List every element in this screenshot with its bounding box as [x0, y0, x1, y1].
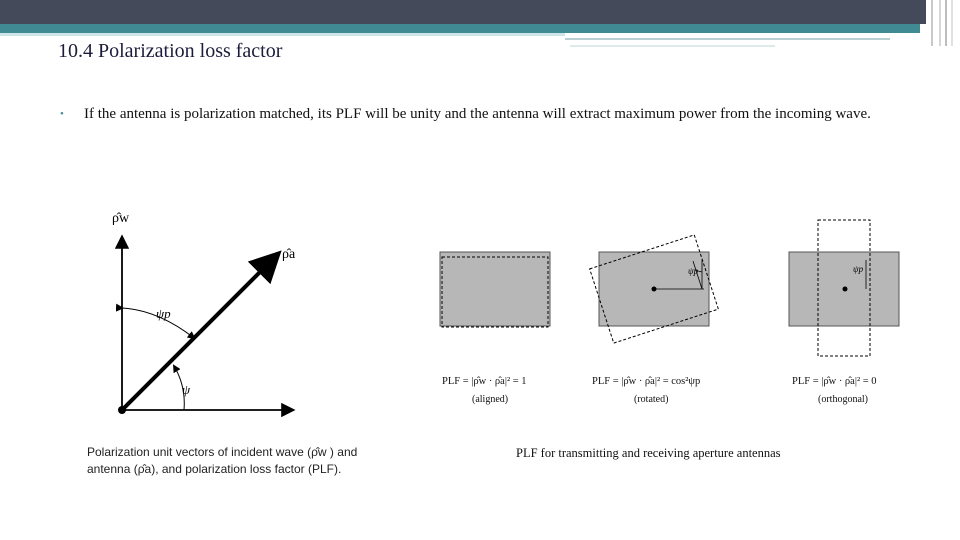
aperture-plf-diagram — [420, 210, 920, 410]
caption-line: antenna (ρ̂a), and polarization loss factor (PLF). — [87, 462, 342, 476]
plf-formula-rotated: PLF = |ρ̂w · ρ̂a|² = cos²ψp — [592, 376, 701, 387]
rotated-panel — [590, 235, 719, 343]
plf-formula-orthogonal: PLF = |ρ̂w · ρ̂a|² = 0 — [792, 376, 877, 387]
header-accent-line — [565, 38, 890, 40]
slide-title: 10.4 Polarization loss factor — [58, 40, 283, 62]
psi-p-rotated-label: ψp — [688, 266, 699, 276]
psi-p-orthogonal-label: ψp — [853, 264, 864, 274]
aligned-panel — [440, 252, 550, 327]
polarization-vector-diagram — [100, 200, 300, 420]
bullet-text: If the antenna is polarization matched, its PLF will be unity and the antenna will extract maximum power from the incoming wave. — [84, 106, 871, 122]
right-figure-caption: PLF for transmitting and receiving aperture antennas — [516, 446, 781, 460]
rho-a-vector — [122, 256, 276, 410]
orthogonal-panel — [789, 220, 899, 356]
header-accent-line — [570, 45, 775, 47]
left-figure-caption — [87, 444, 387, 478]
plf-note-orthogonal: (orthogonal) — [818, 394, 868, 405]
bullet-icon: • — [60, 108, 64, 120]
corner-decoration — [920, 0, 960, 48]
rho-a-label: ρ̂a — [282, 247, 296, 262]
plf-formula-aligned: PLF = |ρ̂w · ρ̂a|² = 1 — [442, 376, 527, 387]
caption-line: Polarization unit vectors of incident wave (ρ̂w ) and — [87, 445, 358, 459]
header-dark-bar — [0, 0, 920, 24]
plf-note-aligned: (aligned) — [472, 394, 509, 405]
psi-label: ψ — [182, 382, 191, 397]
psi-p-label: ψp — [156, 306, 171, 321]
rho-w-label: ρ̂w — [112, 211, 130, 226]
header-teal-bar — [0, 24, 960, 33]
plf-note-rotated: (rotated) — [634, 394, 669, 405]
header-light-strip — [0, 33, 565, 36]
